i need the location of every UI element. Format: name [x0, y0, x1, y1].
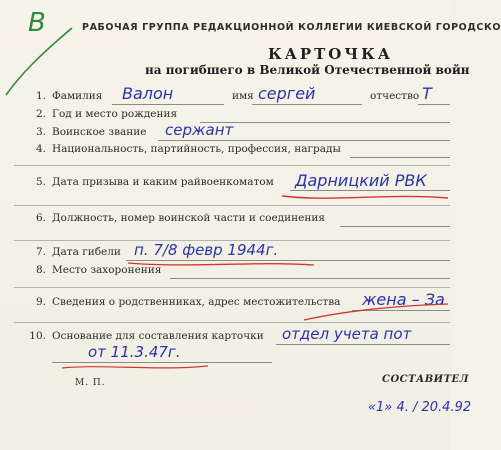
field-row-surname — [0, 84, 450, 110]
field-label-death-date: Дата гибели — [52, 246, 121, 258]
field-row-burial — [0, 264, 450, 284]
field-number: 8. — [35, 264, 46, 276]
divider — [14, 165, 450, 166]
value-patronymic: Т — [422, 84, 432, 103]
seal-place-label: М. П. — [75, 378, 106, 388]
value-relatives: жена – За — [362, 290, 445, 309]
underline — [158, 140, 450, 141]
field-number: 10. — [29, 330, 46, 342]
field-label-name: имя — [232, 90, 254, 102]
field-number: 7. — [35, 246, 46, 258]
field-number: 4. — [35, 143, 46, 155]
field-number: 5. — [35, 176, 46, 188]
underline — [200, 122, 450, 123]
value-name: сергей — [258, 84, 316, 103]
value-basis: отдел учета пот — [282, 325, 412, 343]
value-death-date: п. 7/8 февр 1944г. — [134, 241, 279, 259]
underline — [112, 104, 224, 105]
field-label-rank: Воинское звание — [52, 126, 147, 138]
field-label-position: Должность, номер воинской части и соединения — [52, 212, 325, 224]
margin-mark: В — [28, 8, 46, 38]
field-label-patronymic: отчество — [370, 90, 420, 102]
underline — [252, 104, 362, 105]
value-surname: Валон — [122, 84, 174, 103]
red-pencil-underline — [280, 190, 450, 204]
card-title: КАРТОЧКА — [268, 45, 393, 63]
field-label-burial: Место захоронения — [52, 264, 162, 276]
organization-header: РАБОЧАЯ ГРУППА РЕДАКЦИОННОЙ КОЛЛЕГИИ КИЕВСКОЙ ГОРОДСКО — [82, 22, 501, 33]
field-number: 6. — [35, 212, 46, 224]
divider — [14, 287, 450, 288]
field-row-position — [0, 212, 450, 232]
field-number: 3. — [35, 126, 46, 138]
red-pencil-underline — [60, 362, 210, 372]
field-label-conscription: Дата призыва и каким райвоенкоматом — [52, 176, 274, 188]
field-label-birth: Год и место рождения — [52, 108, 178, 120]
value-basis-date: от 11.3.47г. — [88, 343, 181, 361]
underline — [350, 157, 450, 158]
underline — [170, 278, 450, 279]
compiler-label: СОСТАВИТЕЛ — [382, 374, 470, 385]
underline — [418, 104, 450, 105]
underline — [340, 226, 450, 227]
red-pencil-underline — [300, 300, 450, 324]
card-subtitle: на погибшего в Великой Отечественной войн — [145, 63, 470, 77]
field-label-relatives: Сведения о родственниках, адрес местожительства — [52, 296, 341, 308]
field-number: 2. — [35, 108, 46, 120]
divider — [14, 322, 450, 323]
value-conscription: Дарницкий РВК — [295, 171, 427, 190]
underline — [276, 344, 450, 345]
divider — [14, 205, 450, 206]
field-label-basis: Основание для составления карточки — [52, 330, 264, 342]
field-label-nationality: Национальность, партийность, профессия, награды — [52, 143, 341, 155]
field-row-basis — [0, 325, 450, 350]
field-number: 9. — [35, 296, 46, 308]
field-number: 1. — [35, 90, 46, 102]
field-label-surname: Фамилия — [52, 90, 103, 102]
field-row-nationality — [0, 143, 450, 163]
signature-date: «1» 4. / 20.4.92 — [368, 400, 472, 415]
value-rank: сержант — [165, 121, 234, 139]
